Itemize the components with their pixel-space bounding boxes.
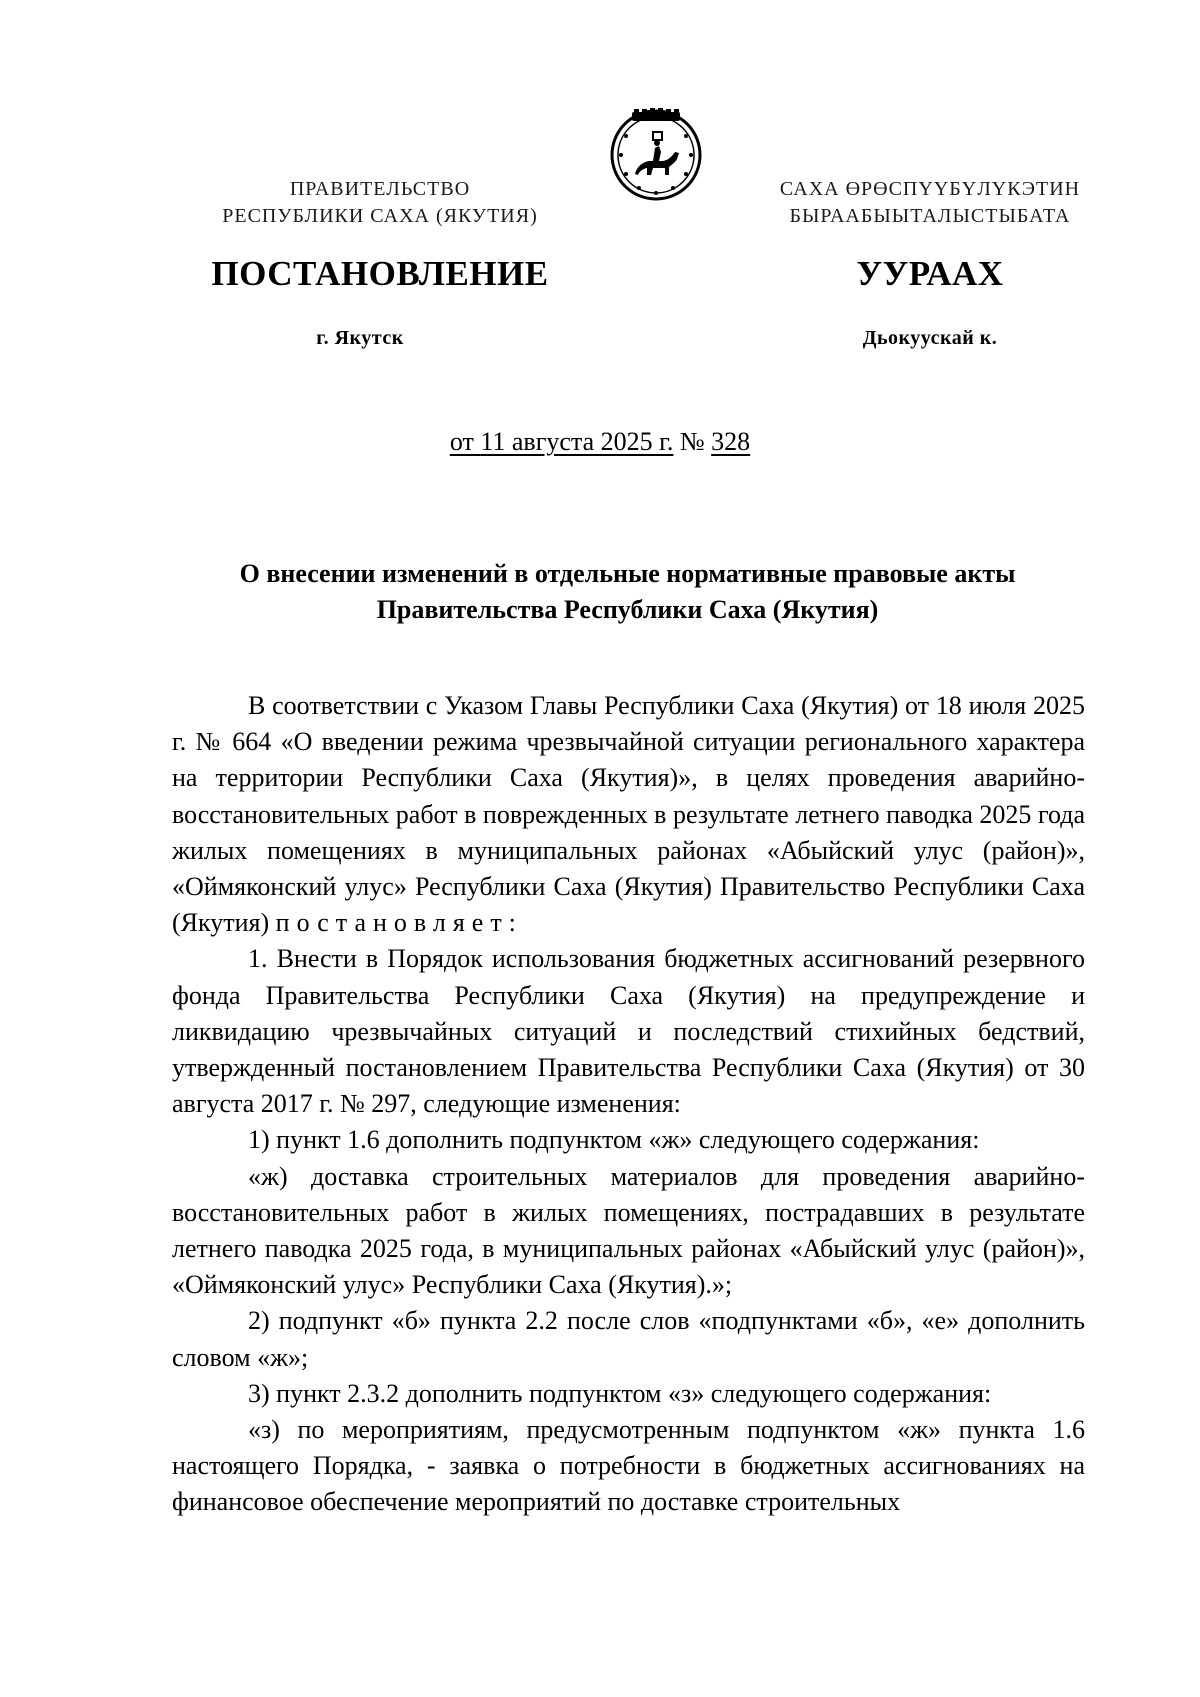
preamble-paragraph [172,688,1085,941]
subitem-1-paragraph: 1) пункт 1.6 дополнить подпунктом «ж» следующего содержания: [248,1125,980,1155]
document-title [170,556,1085,628]
subitem-3-text-paragraph: «з) по мероприятиям, предусмотренным подпунктом «ж» пункта 1.6 настоящего Порядка, - заявка о потребности в бюджетных ассигнованиях на финансовое обеспечение мероприятий по доставке строительных [172,1415,1085,1517]
government-name-sakha-line2: БЫРААБЫЫТАЛЫСТЫБАТА [789,205,1071,227]
document-type-russian: ПОСТАНОВЛЕНИЕ [211,254,549,293]
government-name-sakha-line1: САХА ӨРӨСПҮҮБҮЛҮКЭТИН [779,178,1081,200]
subitem-3-paragraph: 3) пункт 2.3.2 дополнить подпунктом «з» следующего содержания: [248,1378,992,1408]
subitem-1-text-paragraph: «ж) доставка строительных материалов для проведения аварийно-восстановительных работ в жилых помещениях, пострадавших в результате летнего паводка 2025 года, в муниципальных районах «Абыйский улус (район)», «Оймяконский улус» Республики Саха (Якутия).»; [172,1161,1085,1300]
city-sakha: Дьокуускай к. [862,327,998,349]
government-name-russian [170,176,590,230]
document-type-sakha: УУРААХ [856,254,1004,293]
government-name-sakha [740,176,1120,230]
government-name-line2: РЕСПУБЛИКИ САХА (ЯКУТИЯ) [222,205,538,227]
document-title-line1: О внесении изменений в отдельные нормативные правовые акты [239,559,1016,588]
document-number: 328 [711,427,751,456]
document-date: 11 августа 2025 г. [480,427,674,456]
document-body [172,688,1085,1521]
number-sign: № [679,427,705,456]
city-russian: г. Якутск [316,327,404,349]
yakutia-coat-of-arms-icon [609,108,703,202]
decrees-word: постановляет: [275,908,523,938]
document-title-line2: Правительства Республики Саха (Якутия) [376,595,879,624]
item-1-paragraph: 1. Внести в Порядок использования бюджетных ассигнований резервного фонда Правительства Республики Саха (Якутия) на предупреждение и ликвидацию чрезвычайных ситуаций и последствий стихийных бедствий, утвержденный постановлением Правительства Республики Саха (Якутия) от 30 августа 2017 г. № 297, следующие изменения: [172,944,1085,1119]
document-date-number [0,427,1200,457]
date-prefix: от [449,427,474,456]
subitem-2-paragraph: 2) подпункт «б» пункта 2.2 после слов «подпунктами «б», «е» дополнить словом «ж»; [172,1306,1085,1372]
preamble-text: В соответствии с Указом Главы Республики Саха (Якутия) от 18 июля 2025 г. № 664 «О введении режима чрезвычайной ситуации регионального характера на территории Республики Саха (Якутия)», в целях проведения аварийно-восстановительных работ в поврежденных в результате летнего паводка 2025 года жилых помещениях в муниципальных районах «Абыйский улус (район)», «Оймяконский улус» Республики Саха (Якутия) Правительство Республики Саха (Якутия) [172,691,1085,938]
government-name-line1: ПРАВИТЕЛЬСТВО [289,178,471,200]
